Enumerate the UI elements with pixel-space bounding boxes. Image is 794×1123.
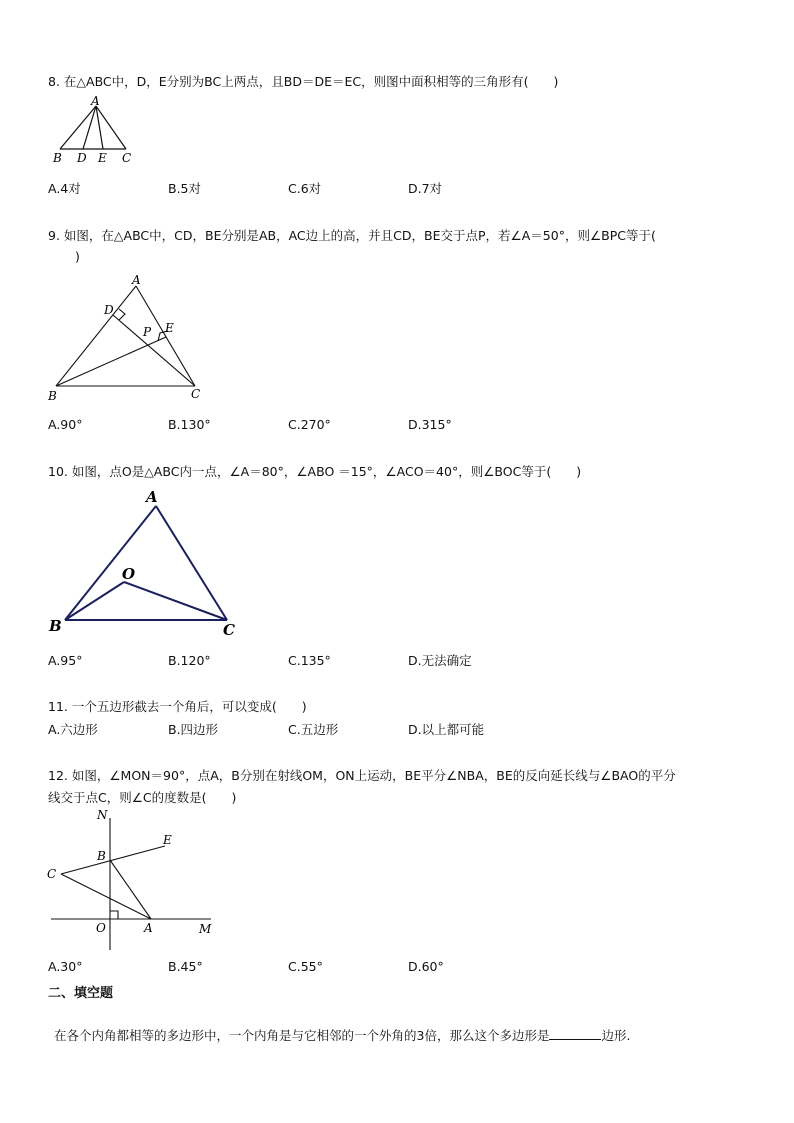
q9-label-c: C xyxy=(191,387,201,401)
q8-figure xyxy=(48,92,138,167)
q11-option-b[interactable]: B.四边形 xyxy=(168,722,219,737)
q9-option-a[interactable]: A.90° xyxy=(48,417,83,432)
q12-label-b: B xyxy=(97,849,106,863)
q12-label-o: O xyxy=(96,921,106,935)
fill-question xyxy=(54,1028,630,1044)
q8-option-d[interactable]: D.7对 xyxy=(408,181,443,196)
q9-option-c[interactable]: C.270° xyxy=(288,417,331,432)
q9-label-a: A xyxy=(132,273,141,287)
q12-figure xyxy=(45,808,225,953)
q9-option-d[interactable]: D.315° xyxy=(408,417,452,432)
q10-figure xyxy=(45,488,245,638)
q8-label-a: A xyxy=(91,94,100,108)
q8-label-c: C xyxy=(122,151,132,165)
q9-label-e: E xyxy=(165,321,174,335)
q10-label-a: A xyxy=(146,488,158,506)
fill-question-text: 在各个内角都相等的多边形中，一个内角是与它相邻的一个外角的3倍，那么这个多边形是 xyxy=(54,1028,550,1043)
fill-question-suffix: 边形. xyxy=(601,1028,631,1043)
q10-option-a[interactable]: A.95° xyxy=(48,653,83,668)
q8-label-b: B xyxy=(53,151,62,165)
q10-stem: 10. 如图，点O是△ABC内一点，∠A＝80°，∠ABO ＝15°，∠ACO＝40°，则∠BOC等于( ) xyxy=(48,464,582,479)
q9-option-b[interactable]: B.130° xyxy=(168,417,211,432)
q10-option-c[interactable]: C.135° xyxy=(288,653,331,668)
q9-label-p: P xyxy=(143,325,152,339)
section-title: 二、填空题 xyxy=(48,986,114,1001)
q10-label-c: C xyxy=(223,621,235,639)
q9-stem-line1: 9. 如图，在△ABC中，CD，BE分别是AB，AC边上的高，并且CD，BE交于点P，若∠A＝50°，则∠BPC等于( xyxy=(48,228,656,243)
q8-stem: 8. 在△ABC中，D，E分别为BC上两点，且BD＝DE＝EC，则图中面积相等的三角形有( ) xyxy=(48,74,559,89)
q12-stem-line1: 12. 如图，∠MON＝90°，点A，B分别在射线OM，ON上运动，BE平分∠NBA，BE的反向延长线与∠BAO的平分 xyxy=(48,768,676,783)
q10-option-d[interactable]: D.无法确定 xyxy=(408,653,472,668)
q10-label-o: O xyxy=(122,565,136,583)
q9-stem-line2: ) xyxy=(75,249,80,264)
answer-blank[interactable] xyxy=(549,1028,601,1040)
q12-option-a[interactable]: A.30° xyxy=(48,959,83,974)
q12-label-a: A xyxy=(144,921,153,935)
q11-option-d[interactable]: D.以上都可能 xyxy=(408,722,485,737)
q8-option-b[interactable]: B.5对 xyxy=(168,181,202,196)
q12-label-m: M xyxy=(199,922,212,936)
q12-option-b[interactable]: B.45° xyxy=(168,959,203,974)
q11-option-a[interactable]: A.六边形 xyxy=(48,722,98,737)
q12-option-d[interactable]: D.60° xyxy=(408,959,444,974)
q12-label-e: E xyxy=(163,833,172,847)
q11-stem: 11. 一个五边形截去一个角后，可以变成( ) xyxy=(48,699,307,714)
q9-label-b: B xyxy=(48,389,57,403)
q12-option-c[interactable]: C.55° xyxy=(288,959,323,974)
q12-stem-line2: 线交于点C，则∠C的度数是( ) xyxy=(48,790,237,805)
q12-label-n: N xyxy=(97,808,108,822)
q8-option-a[interactable]: A.4对 xyxy=(48,181,81,196)
q12-label-c: C xyxy=(47,867,57,881)
q9-label-d: D xyxy=(104,303,114,317)
q11-option-c[interactable]: C.五边形 xyxy=(288,722,339,737)
q10-option-b[interactable]: B.120° xyxy=(168,653,211,668)
q9-figure xyxy=(45,272,205,402)
q10-label-b: B xyxy=(49,617,62,635)
q8-option-c[interactable]: C.6对 xyxy=(288,181,322,196)
q8-label-d: D xyxy=(77,151,87,165)
q8-label-e: E xyxy=(98,151,107,165)
